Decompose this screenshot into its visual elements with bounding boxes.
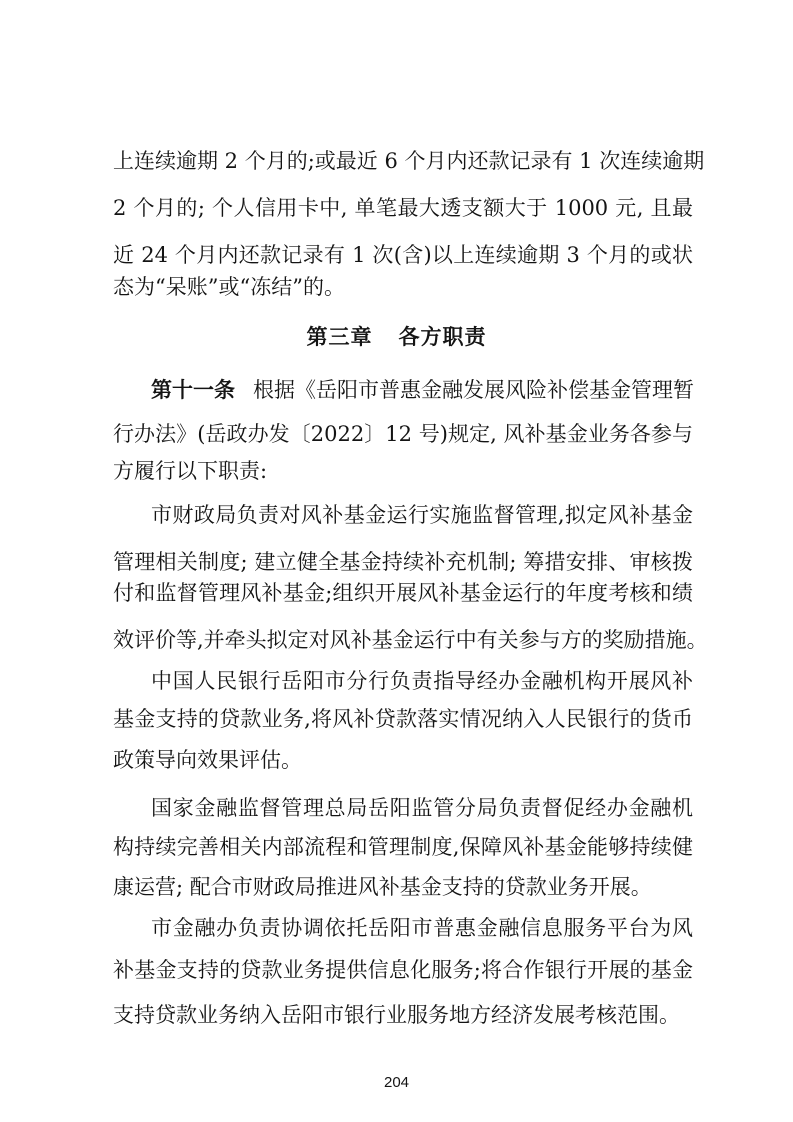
body-text-line: 付和监督管理风补基金;组织开展风补基金运行的年度考核和绩 [113, 581, 693, 605]
body-text-line: 管理相关制度; 建立健全基金持续补充机制; 筹措安排、审核拨 [113, 550, 693, 574]
chapter-heading [0, 320, 793, 354]
body-text-line: 2 个月的; 个人信用卡中, 单笔最大透支额大于 1000 元, 且最 [113, 196, 693, 220]
body-text-line: 补基金支持的贷款业务提供信息化服务;将合作银行开展的基金 [113, 958, 693, 982]
body-text-line: 态为“呆账”或“冻结”的。 [113, 275, 345, 299]
paragraph-first-line: 市金融办负责协调依托岳阳市普惠金融信息服务平台为风 [151, 916, 693, 940]
body-text-line: 上连续逾期 2 个月的;或最近 6 个月内还款记录有 1 次连续逾期 [113, 149, 705, 173]
body-text-line: 效评价等,并牵头拟定对风补基金运行中有关参与方的奖励措施。 [113, 628, 708, 652]
paragraph-first-line: 中国人民银行岳阳市分行负责指导经办金融机构开展风补 [151, 669, 693, 693]
chapter-title: 各方职责 [398, 325, 487, 349]
article-text: 根据《岳阳市普惠金融发展风险补偿基金管理暂 [253, 378, 694, 402]
chapter-number: 第三章 [306, 325, 373, 349]
paragraph-first-line: 市财政局负责对风补基金运行实施监督管理,拟定风补基金 [151, 503, 693, 527]
body-text-line: 方履行以下职责: [113, 459, 268, 483]
article-label: 第十一条 [151, 378, 235, 402]
article-first-line [151, 374, 693, 406]
body-text-line: 基金支持的贷款业务,将风补贷款落实情况纳入人民银行的货币 [113, 707, 693, 731]
body-text-line: 支持贷款业务纳入岳阳市银行业服务地方经济发展考核范围。 [113, 1003, 680, 1027]
body-text-line: 构持续完善相关内部流程和管理制度,保障风补基金能够持续健 [113, 835, 693, 859]
body-text-line: 政策导向效果评估。 [113, 748, 302, 772]
body-text-line: 行办法》(岳政办发〔2022〕12 号)规定, 风补基金业务各参与 [113, 422, 693, 446]
body-text-line: 近 24 个月内还款记录有 1 次(含)以上连续逾期 3 个月的或状 [113, 243, 693, 267]
paragraph-first-line: 国家金融监督管理总局岳阳监管分局负责督促经办金融机 [151, 796, 693, 820]
page-number: 204 [383, 1074, 410, 1091]
body-text-line: 康运营; 配合市财政局推进风补基金支持的贷款业务开展。 [113, 875, 652, 899]
